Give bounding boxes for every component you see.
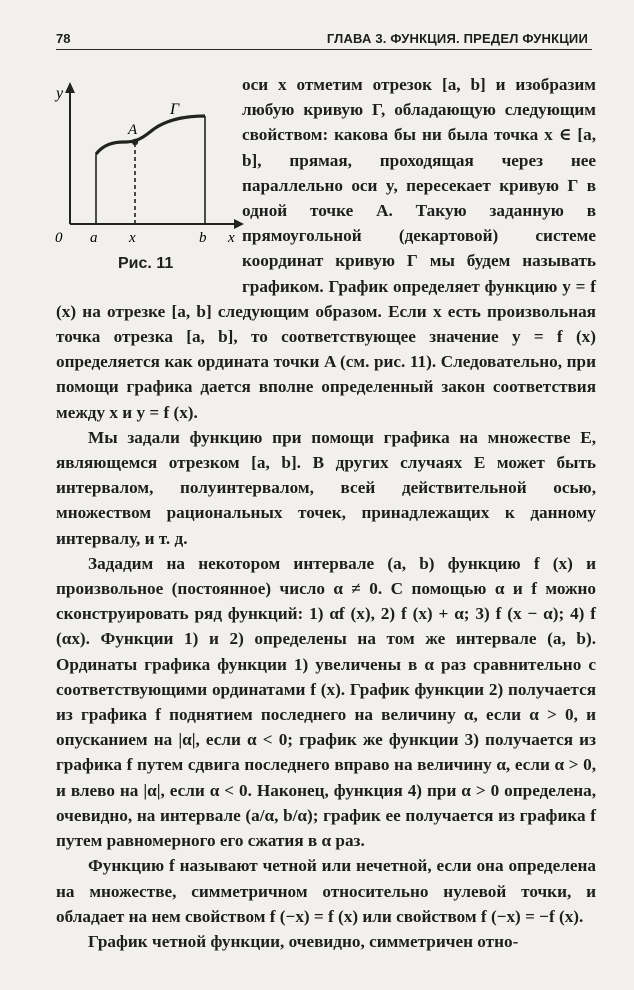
paragraph-1: оси x отметим отрезок [a, b] и изобразим любую кривую Г, обладающую следующим свойством: какова бы ни была точка x ∈ [a, b], прямая, проходящая через нее параллельно оси y, пересекает кривую Г в одной точке A. Такую заданную в прямоугольной (декартовой) системе координат кривую Г мы будем называть графиком. График определяет функцию y = f (x) на отрезке [a, b] следующим образом. Если x есть произвольная точка отрезка [a, b], то соответствующее значение y = f (x) определяется как ордината точки A (см. рис. 11). Следовательно, при помощи графика дается вполне определенный закон соответствия между x и y = f (x).: [56, 75, 596, 422]
figure-spacer: [56, 72, 242, 275]
a-label: a: [90, 230, 98, 246]
running-header: [56, 27, 588, 49]
header-rule: [56, 49, 592, 50]
paragraph-3: Зададим на некотором интервале (a, b) функцию f (x) и произвольное (постоянное) число α ≠ 0. С помощью α и f можно сконструировать ряд функций: 1) αf (x), 2) f (x) + α; 3) f (x − α); 4) f (αx). Функции 1) и 2) определены на том же интервале (a, b). Ординаты графика функции 1) увеличены в α раз сравнительно с соответствующими ординатами f (x). График функции 2) получается из графика f поднятием последнего на величину α, если α > 0, и опусканием на |α|, если α < 0; график же функции 3) получается из графика f путем сдвига последнего вправо на величину α, если α > 0, и влево на |α|, если α < 0. Наконец, функция 4) при α > 0 определена, очевидно, на интервале (a/α, b/α); график ее получается из графика f путем равномерного его сжатия в α раз.: [56, 553, 596, 851]
paragraph-2: Мы задали функцию при помощи графика на множестве E, являющемся отрезком [a, b]. В других случаях E может быть интервалом, полуинтервалом, всей действительной осью, множеством рациональных точек, принадлежащих к данному интервалу, и т. д.: [56, 427, 596, 548]
y-axis-label: y: [56, 85, 64, 102]
body-text: [56, 72, 596, 954]
figure-caption: Рис. 11: [118, 255, 174, 272]
curve-label: Г: [170, 101, 180, 118]
chapter-title: ГЛАВА 3. ФУНКЦИЯ. ПРЕДЕЛ ФУНКЦИИ: [326, 31, 588, 46]
b-label: b: [199, 230, 207, 246]
origin-label: 0: [55, 230, 63, 246]
paragraph-5: График четной функции, очевидно, симметричен отно-: [88, 931, 519, 951]
x-axis-label: x: [228, 230, 235, 246]
paragraph-4: Функцию f называют четной или нечетной, если она определена на множестве, симметричном относительно нулевой точки, и обладает на нем свойством f (−x) = f (x) или свойством f (−x) = −f (x).: [56, 856, 596, 926]
page-number: 78: [56, 31, 71, 46]
point-a-label: A: [128, 122, 138, 138]
x-label: x: [129, 230, 136, 246]
